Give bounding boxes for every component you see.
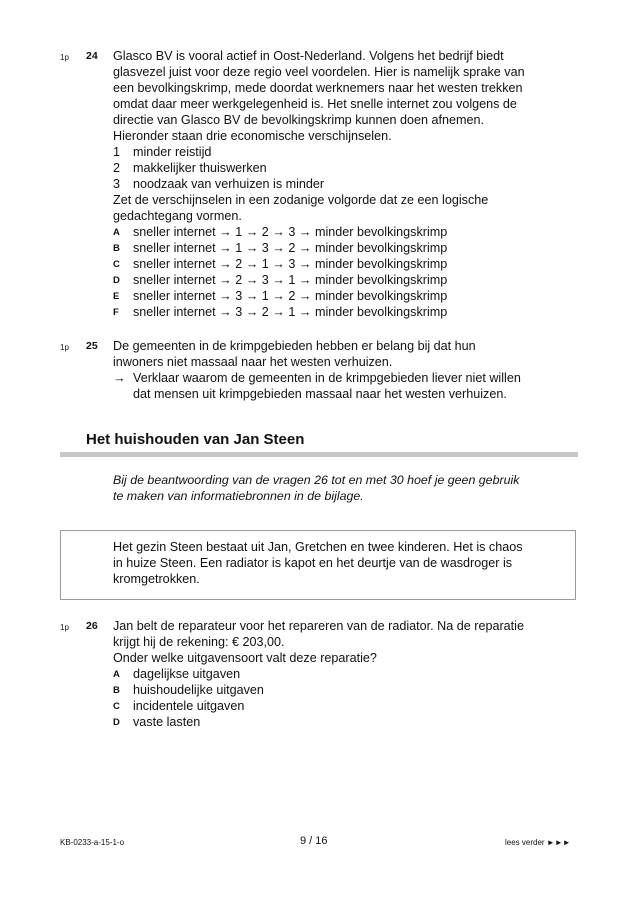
- item-number: 2: [113, 161, 121, 175]
- q25-task-text: Verklaar waarom de gemeenten in de krimpgebieden liever niet willen: [133, 371, 521, 385]
- item-text: makkelijker thuiswerken: [133, 161, 267, 175]
- option-letter: E: [113, 291, 120, 302]
- q25-body: [113, 338, 583, 402]
- q24-number: 24: [86, 50, 98, 62]
- q26-option-a: [113, 666, 583, 682]
- section-title: Het huishouden van Jan Steen: [86, 431, 305, 448]
- q25-number: 25: [86, 340, 98, 352]
- option-text: vaste lasten: [133, 715, 201, 729]
- note-line: Bij de beantwoording van de vragen 26 tot en met 30 hoef je geen gebruik: [113, 473, 520, 487]
- q25-task-cont: [113, 386, 583, 402]
- q24-instruction: gedachtegang vormen.: [113, 209, 242, 223]
- arrow-icon: →: [113, 371, 126, 385]
- q24-line: directie van Glasco BV de bevolkingskrimp kunnen doen afnemen.: [113, 113, 485, 127]
- section-divider: [60, 452, 578, 457]
- item-number: 3: [113, 177, 121, 191]
- option-text: dagelijkse uitgaven: [133, 667, 241, 681]
- q24-item: [113, 160, 583, 176]
- context-text: [113, 539, 523, 587]
- q26-line: krijgt hij de rekening: € 203,00.: [113, 635, 285, 649]
- q25-task: [113, 370, 583, 386]
- option-letter: C: [113, 259, 120, 270]
- context-box: [60, 530, 576, 600]
- q24-points: 1p: [60, 53, 69, 62]
- note-line: te maken van informatiebronnen in de bijlage.: [113, 489, 364, 503]
- q24-line: glasvezel juist voor deze regio veel voordelen. Hier is namelijk sprake van: [113, 65, 525, 79]
- q26-option-c: [113, 698, 583, 714]
- section-note: [113, 472, 519, 504]
- q24-option-b: [113, 240, 583, 256]
- footer-next: lees verder ►►►: [505, 838, 571, 847]
- footer-code: KB-0233-a-15-1-o: [60, 838, 125, 847]
- q24-line: Glasco BV is vooral actief in Oost-Nederland. Volgens het bedrijf biedt: [113, 49, 504, 63]
- q26-line: Onder welke uitgavensoort valt deze reparatie?: [113, 651, 377, 665]
- q25-task-text: dat mensen uit krimpgebieden massaal naar het westen verhuizen.: [133, 387, 507, 401]
- option-text: huishoudelijke uitgaven: [133, 683, 264, 697]
- q26-line: Jan belt de reparateur voor het repareren van de radiator. Na de reparatie: [113, 619, 524, 633]
- option-letter: C: [113, 701, 120, 712]
- q26-number: 26: [86, 620, 98, 632]
- q26-body: [113, 618, 583, 730]
- option-text: incidentele uitgaven: [133, 699, 245, 713]
- context-line: Het gezin Steen bestaat uit Jan, Gretchen en twee kinderen. Het is chaos: [113, 540, 523, 554]
- option-text: sneller internet → 1 → 2 → 3 → minder bevolkingskrimp: [133, 225, 448, 239]
- page-number: 9 / 16: [300, 835, 328, 847]
- q24-body: [113, 48, 583, 320]
- q24-item: [113, 176, 583, 192]
- option-text: sneller internet → 2 → 1 → 3 → minder bevolkingskrimp: [133, 257, 448, 271]
- option-letter: B: [113, 685, 120, 696]
- option-letter: D: [113, 275, 120, 286]
- q24-option-f: [113, 304, 583, 320]
- q24-instruction: Zet de verschijnselen in een zodanige volgorde dat ze een logische: [113, 193, 489, 207]
- q25-points: 1p: [60, 343, 69, 352]
- q26-option-d: [113, 714, 583, 730]
- option-letter: A: [113, 227, 120, 238]
- option-text: sneller internet → 1 → 3 → 2 → minder bevolkingskrimp: [133, 241, 448, 255]
- q24-line: Hieronder staan drie economische verschijnselen.: [113, 129, 392, 143]
- option-text: sneller internet → 3 → 1 → 2 → minder bevolkingskrimp: [133, 289, 448, 303]
- item-text: noodzaak van verhuizen is minder: [133, 177, 325, 191]
- option-text: sneller internet → 3 → 2 → 1 → minder bevolkingskrimp: [133, 305, 448, 319]
- option-letter: D: [113, 717, 120, 728]
- q24-item: [113, 144, 583, 160]
- q25-line: De gemeenten in de krimpgebieden hebben er belang bij dat hun: [113, 339, 476, 353]
- context-line: in huize Steen. Een radiator is kapot en het deurtje van de wasdroger is: [113, 556, 513, 570]
- q26-option-b: [113, 682, 583, 698]
- option-letter: F: [113, 307, 119, 318]
- q24-option-e: [113, 288, 583, 304]
- q26-points: 1p: [60, 623, 69, 632]
- q24-line: een bevolkingskrimp, mede doordat werknemers naar het westen trekken: [113, 81, 523, 95]
- option-letter: B: [113, 243, 120, 254]
- q24-option-a: [113, 224, 583, 240]
- q25-line: inwoners niet massaal naar het westen verhuizen.: [113, 355, 393, 369]
- item-number: 1: [113, 145, 121, 159]
- context-line: kromgetrokken.: [113, 572, 200, 586]
- q24-option-c: [113, 256, 583, 272]
- item-text: minder reistijd: [133, 145, 212, 159]
- q24-option-d: [113, 272, 583, 288]
- q24-line: omdat daar meer werkgelegenheid is. Het snelle internet zou volgens de: [113, 97, 517, 111]
- option-letter: A: [113, 669, 120, 680]
- option-text: sneller internet → 2 → 3 → 1 → minder bevolkingskrimp: [133, 273, 448, 287]
